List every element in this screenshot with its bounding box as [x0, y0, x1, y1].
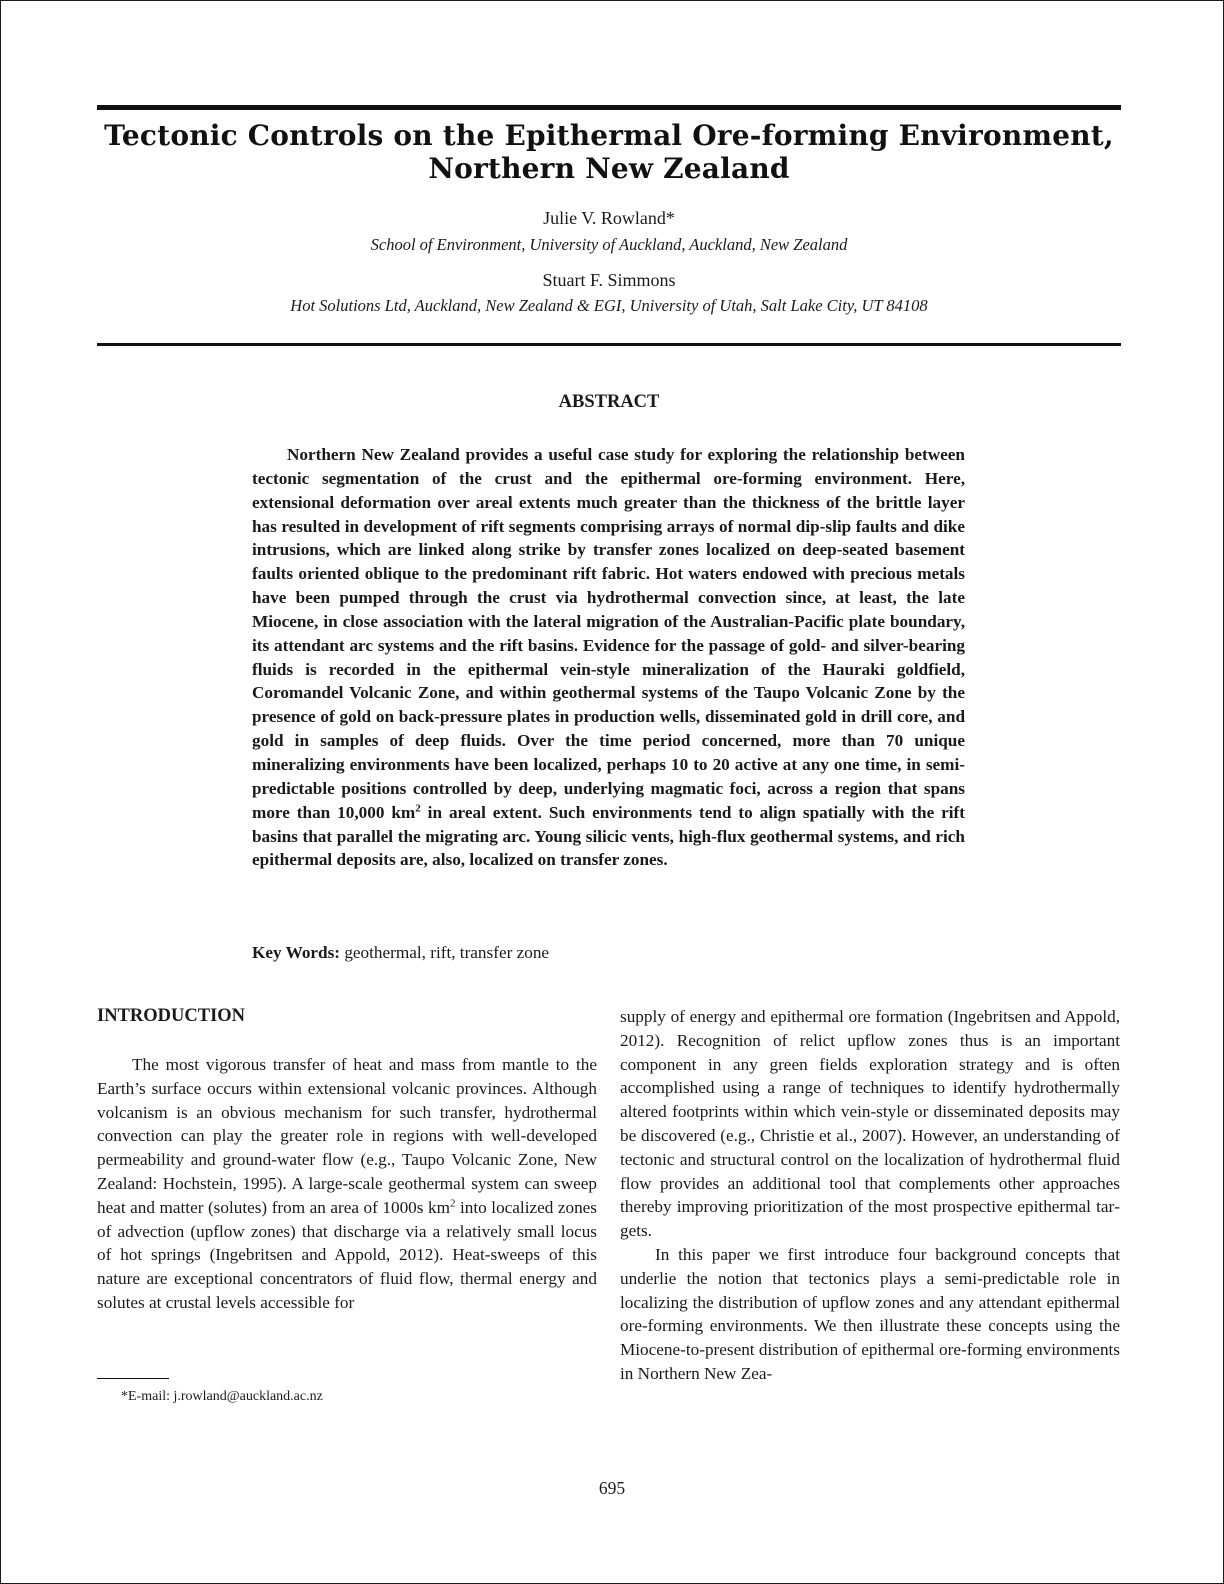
keywords — [252, 941, 965, 964]
introduction-paragraph-2: In this paper we first introduce four background concepts that underlie the notion that tectonics plays a semi-predictable role in localizing the distribution of upflow zones and any attendant epithermal ore-forming environments. We then illustrate these concepts using the Miocene-to-present distribution of epithermal ore-forming environments in Northern New Zea- — [620, 1244, 1120, 1383]
title-line-2: Northern New Zealand — [428, 152, 790, 185]
page-number: 695 — [598, 1478, 626, 1498]
author-2-affiliation: Hot Solutions Ltd, Auckland, New Zealand & EGI, University of Utah, Salt Lake City, UT 84108 — [290, 296, 928, 315]
right-column — [620, 1005, 1120, 1386]
paper-title — [97, 119, 1121, 185]
abstract-text-part2: in areal extent. Such environments tend to align spatially with the rift basins that parallel the migrating arc. Young silicic vents, high-flux geothermal systems, and rich epithermal deposits are, also, localized on transfer zones. — [252, 802, 966, 870]
title-line-1: Tectonic Controls on the Epithermal Ore-forming Environment, — [104, 119, 1114, 152]
introduction-paragraph-1-continued: supply of energy and epithermal ore formation (Ingebritsen and Appold, 2012). Recognition of relict upflow zones thus is an important component in any green fields exploration strategy and is often accomplished using a range of techniques to identify hydrothermally altered footprints within which vein-style or disseminated deposits may be discovered (e.g., Christie et al., 2007). However, an understanding of tectonic and structural control on the localization of hydrothermal fluid flow provides an additional tool that complements other approaches thereby improving prioritization of the most prospective epithermal targets. — [620, 1007, 1120, 1241]
introduction-heading: INTRODUCTION — [97, 1006, 246, 1026]
abstract-text-part1: Northern New Zealand provides a useful case study for exploring the relationship between tectonic segmentation of the crust and the epithermal ore-forming environment. Here, extensional deformation over areal extents much greater than the thickness of the brittle layer has resulted in development of rift segments comprising arrays of normal dip-slip faults and dike intrusions, which are linked along strike by transfer zones localized on deep-seated basement faults oriented oblique to the predominant rift fabric. Hot waters endowed with precious metals have been pumped through the crust via hydrothermal convection since, at least, the late Miocene, in close association with the lateral migration of the Australian-Pacific plate boundary, its attendant arc systems and the rift basins. Evidence for the passage of gold- and silver-bearing fluids is recorded in the epithermal vein-style mineralization of the Hauraki goldfield, Coromandel Volcanic Zone, and within geothermal systems of the Taupo Volcanic Zone by the presence of gold on back-pressure plates in production wells, disseminated gold in drill core, and gold in samples of deep fluids. Over the time period concerned, more than 70 unique mineralizing environments have been localized, perhaps 10 to 20 active at any one time, in semi-predictable positions controlled by deep, underlying magmatic foci, across a region that spans more than 10,000 km — [252, 445, 965, 822]
abstract-body — [252, 443, 965, 872]
abstract-heading: ABSTRACT — [558, 392, 660, 412]
author-1-name: Julie V. Rowland* — [543, 208, 675, 228]
introduction-paragraph-1 — [97, 1053, 597, 1315]
abstract-superscript: 2 — [415, 801, 421, 814]
footnote-rule — [97, 1378, 169, 1379]
author-1-affiliation: School of Environment, University of Auckland, Auckland, New Zealand — [370, 235, 848, 254]
intro-left-part1: The most vigorous transfer of heat and mass from mantle to the Earth’s surface occurs within extensional volcanic provinces. Although volcanism is an obvious mechanism for such transfer, hydrothermal convection can play the greater role in regions with well-developed permeability and ground-water flow (e.g., Taupo Volcanic Zone, New Zealand: Hochstein, 1995). A large-scale geothermal system can sweep heat and matter (solutes) from an area of 1000s km — [97, 1055, 597, 1217]
footnote: *E-mail: j.rowland@auckland.ac.nz — [121, 1389, 323, 1404]
top-rule — [97, 105, 1121, 110]
keywords-label: Key Words: — [252, 943, 341, 962]
header-rule — [97, 343, 1121, 346]
intro-superscript: 2 — [449, 1197, 456, 1210]
intro-left-part2: into localized zones of advection (upflow zones) that discharge via a relatively small locus of hot springs (Ingebritsen and Appold, 2012). Heat-sweeps of this nature are exceptional concentrators of fluid flow, thermal energy and solutes at crustal levels accessible for — [97, 1197, 598, 1312]
left-column — [97, 1005, 597, 1315]
keywords-value: geothermal, rift, transfer zone — [340, 943, 550, 962]
author-2-name: Stuart F. Simmons — [542, 270, 676, 290]
